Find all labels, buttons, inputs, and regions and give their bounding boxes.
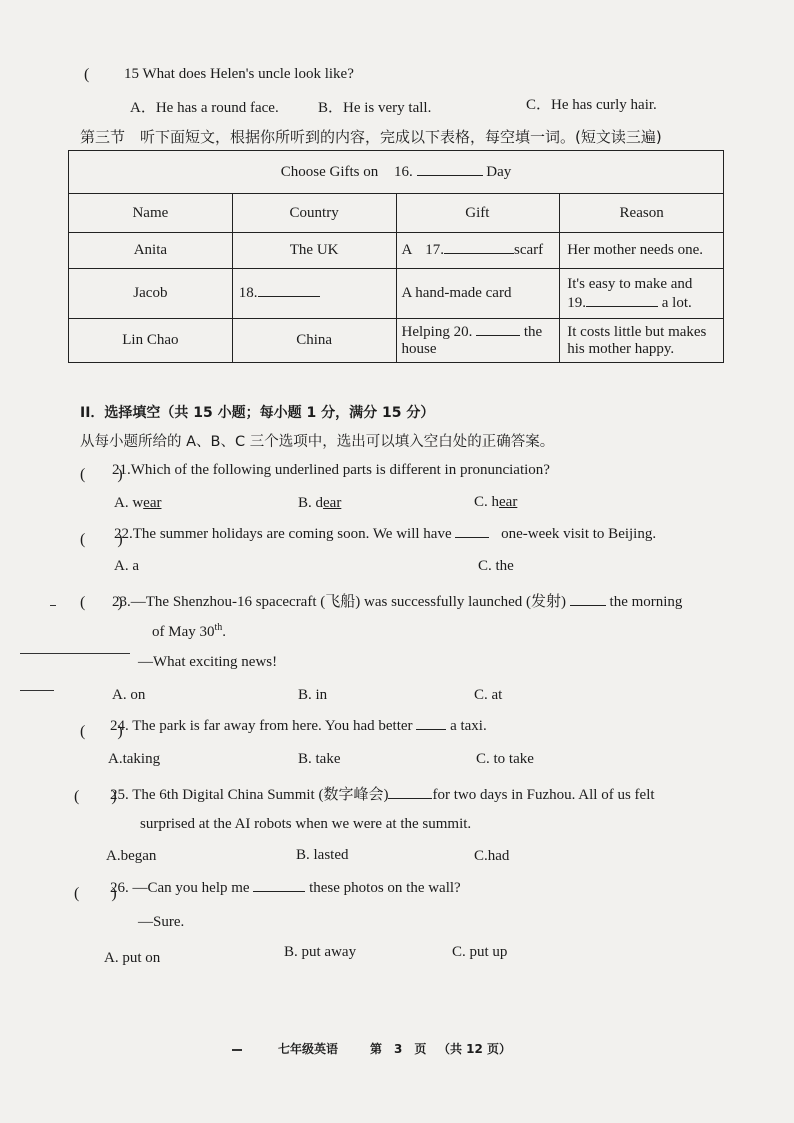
blank-16-number: 16. [394, 163, 413, 180]
blank-22[interactable] [455, 537, 489, 538]
blank-17-number: 17. [425, 242, 445, 258]
cell-country: China [232, 319, 396, 363]
option-c: C. put up [452, 944, 508, 960]
option-c: C. to take [476, 751, 534, 767]
section-3-instruction: 第三节 听下面短文，根据你所听到的内容，完成以下表格，每空填一词。(短文读三遍) [80, 128, 662, 146]
gift-article: A [401, 242, 412, 258]
blank-19-number: 19. [567, 294, 586, 311]
question-26-stem [110, 880, 461, 897]
table-row [69, 319, 724, 363]
reason-line-2: a lot. [661, 294, 692, 311]
option-a: A. put on [104, 950, 161, 966]
option-b [298, 495, 341, 512]
question-23-line-2 [152, 622, 226, 641]
question-22-stem-a: 22.The summer holidays are coming soon. We will have [114, 526, 452, 542]
scan-mark [20, 653, 130, 654]
answer-paren[interactable]: ( ) [80, 531, 123, 548]
option-a-underlined: ear [143, 495, 162, 511]
question-23-line-3: —What exciting news! [138, 654, 278, 670]
answer-paren[interactable]: ( ) [74, 885, 117, 902]
scan-mark [20, 690, 54, 691]
question-23-date: of May 30 [152, 624, 215, 640]
blank-19[interactable] [586, 306, 658, 307]
table-row [69, 233, 724, 269]
option-b: B. in [298, 687, 328, 703]
question-26-stem-a: 26. —Can you help me [110, 880, 250, 896]
option-c: C. at [474, 687, 503, 703]
blank-23[interactable] [570, 605, 606, 606]
question-21-stem: 21.Which of the following underlined parts is different in pronunciation? [112, 462, 550, 478]
question-24-stem [110, 718, 487, 735]
reason-line-1: It's easy to make and [567, 275, 693, 292]
footer-subject: 七年级英语 [278, 1042, 339, 1056]
option-b: B. take [298, 751, 341, 767]
question-25-stem-b: for two days in Fuzhou. All of us felt [432, 787, 655, 803]
question-22-stem-b: one-week visit to Beijing. [501, 526, 657, 542]
ordinal-suffix: th [214, 622, 223, 633]
option-b-prefix: B. d [298, 495, 324, 511]
blank-18[interactable] [258, 296, 320, 297]
gift-word: scarf [514, 242, 544, 258]
option-b: B. put away [284, 944, 357, 960]
cell-reason: It costs little but makes his mother happy. [560, 319, 724, 363]
cell-gift [396, 233, 560, 269]
option-c: C．He has curly hair. [526, 97, 657, 113]
option-b: B. lasted [296, 847, 349, 863]
question-26-stem-b: these photos on the wall? [309, 880, 461, 896]
part-2-instruction: 从每小题所给的 A、B、C 三个选项中，选出可以填入空白处的正确答案。 [80, 434, 555, 450]
scan-mark [50, 605, 56, 606]
cell-name: Lin Chao [69, 319, 233, 363]
cell-name: Anita [69, 233, 233, 269]
question-25-stem-a: 25. The 6th Digital China Summit (数字峰会) [110, 787, 389, 803]
question-23-stem-b: the morning [609, 594, 683, 610]
option-a [114, 495, 161, 512]
answer-paren[interactable]: ( ) [80, 723, 123, 740]
question-25-stem [110, 783, 655, 804]
blank-16[interactable] [417, 175, 483, 176]
option-b: B．He is very tall. [318, 100, 432, 116]
question-15-stem: 15 What does Helen's uncle look like? [124, 66, 354, 82]
blank-20-number: Helping 20. [401, 323, 473, 340]
option-a: A. a [114, 558, 139, 574]
option-c: C. the [478, 558, 514, 574]
blank-20[interactable] [476, 335, 520, 336]
blank-18-number: 18. [238, 285, 258, 301]
footer-dash [232, 1049, 242, 1051]
option-a: A. on [112, 687, 146, 703]
footer-page: 第 3 页 [370, 1042, 427, 1056]
option-a: A．He has a round face. [130, 100, 279, 116]
cell-name: Jacob [69, 269, 233, 319]
option-b-underlined: ear [323, 495, 342, 511]
cell-country [232, 269, 396, 319]
option-a: A.began [106, 848, 157, 864]
question-25-line-2: surprised at the AI robots when we were at the summit. [140, 816, 472, 832]
answer-paren[interactable]: ( ) [80, 594, 123, 611]
question-23-stem-a: 23.—The Shenzhou-16 spacecraft (飞船) was successfully launched (发射) [112, 594, 567, 610]
cell-reason [560, 269, 724, 319]
blank-24[interactable] [416, 729, 446, 730]
option-a-prefix: A. w [114, 495, 144, 511]
cell-country: The UK [232, 233, 396, 269]
question-22-stem [114, 526, 656, 543]
table-title-prefix: Choose Gifts on [280, 163, 379, 180]
option-c-prefix: C. h [474, 494, 500, 510]
header-country: Country [232, 194, 396, 233]
gift-table [68, 150, 724, 363]
blank-26[interactable] [253, 891, 305, 892]
table-title [69, 151, 724, 194]
option-c-underlined: ear [499, 494, 518, 510]
question-24-stem-b: a taxi. [450, 718, 487, 734]
answer-paren: ( [84, 66, 90, 83]
option-a: A.taking [108, 751, 161, 767]
option-c: C.had [474, 848, 510, 864]
cell-reason: Her mother needs one. [560, 233, 724, 269]
question-26-line-2: —Sure. [138, 914, 185, 930]
header-name: Name [69, 194, 233, 233]
gift-word: the house [401, 323, 543, 357]
table-title-suffix: Day [486, 163, 512, 180]
blank-25[interactable] [388, 798, 432, 799]
question-24-stem-a: 24. The park is far away from here. You had better [110, 718, 413, 734]
answer-paren[interactable]: ( ) [80, 466, 123, 483]
cell-gift: A hand-made card [396, 269, 560, 319]
answer-paren[interactable]: ( ) [74, 788, 117, 805]
question-23-period: . [222, 624, 227, 640]
header-gift: Gift [396, 194, 560, 233]
table-row [69, 269, 724, 319]
cell-gift [396, 319, 560, 363]
option-c [474, 494, 517, 511]
part-2-heading: II．选择填空（共 15 小题；每小题 1 分，满分 15 分） [80, 405, 435, 421]
question-23-stem [112, 590, 682, 611]
blank-17[interactable] [444, 253, 514, 254]
footer-total: （共 12 页） [438, 1042, 512, 1056]
header-reason: Reason [560, 194, 724, 233]
